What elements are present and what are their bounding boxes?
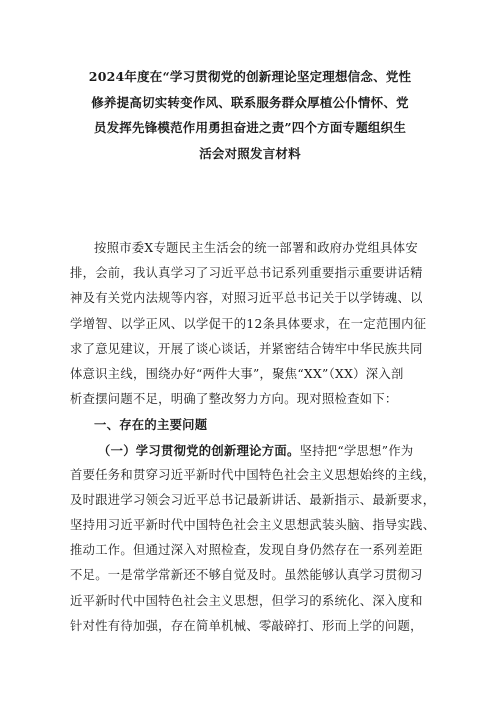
title-line: 修养提高切实转变作风、联系服务群众厚植公仆情怀、党 xyxy=(91,94,409,110)
title-line: 员发挥先锋模范作用勇担奋进之责”四个方面专题组织生 xyxy=(93,120,407,135)
subsection-heading: （一）学习贯彻党的创新理论方面。 xyxy=(98,442,300,458)
subsection-line: 首要任务和贯穿习近平新时代中国特色社会主义思想始终的主线， xyxy=(70,467,436,482)
subsection-first-line-text: 坚持把“学思想”作为 xyxy=(299,443,414,458)
subsection-line: 坚持用习近平新时代中国特色社会主义思想武装头脑、指导实践、 xyxy=(70,518,436,533)
intro-line: 按照市委X专题民主生活会的统一部署和政府办党组具体安 xyxy=(94,241,418,255)
document-body xyxy=(70,236,442,639)
section-heading: 一、存在的主要问题 xyxy=(94,417,208,433)
title-line: 2024年度在“学习贯彻党的创新理论坚定理想信念、党性 xyxy=(88,69,412,84)
subsection-line: 针对性有待加强，存在简单机械、零敲碎打、形而上学的问题， xyxy=(70,618,423,633)
intro-line: 排，会前，我认真学习了习近平总书记系列重要指示重要讲话精 xyxy=(70,266,423,281)
document-title xyxy=(70,64,430,166)
subsection-line: 推动工作。但通过深入对照检查，发现自身仍然存在一系列差距 xyxy=(70,543,423,558)
subsection-line: 及时跟进学习领会习近平总书记最新讲话、最新指示、最新要求， xyxy=(70,492,436,507)
intro-line: 求了意见建议，开展了谈心谈话，并紧密结合铸牢中华民族共同 xyxy=(70,341,423,356)
intro-line: 神及有关党内法规等内容，对照习近平总书记关于以学铸魂、以 xyxy=(70,291,423,306)
subsection-line: 近平新时代中国特色社会主义思想，但学习的系统化、深入度和 xyxy=(70,593,423,608)
title-line: 活会对照发言材料 xyxy=(199,145,301,161)
subsection-line: 不足。一是常学常新还不够自觉及时。虽然能够认真学习贯彻习 xyxy=(70,568,423,583)
intro-line: 体意识主线，围绕办好“两件大事”，聚焦“XX”（XX）深入剖 xyxy=(70,366,404,381)
intro-line: 析查摆问题不足，明确了整改努力方向。现对照检查如下： xyxy=(70,392,398,407)
intro-line: 学增智、以学正风、以学促干的12条具体要求，在一定范围内征 xyxy=(70,316,427,331)
subsection-first-line xyxy=(70,438,442,463)
